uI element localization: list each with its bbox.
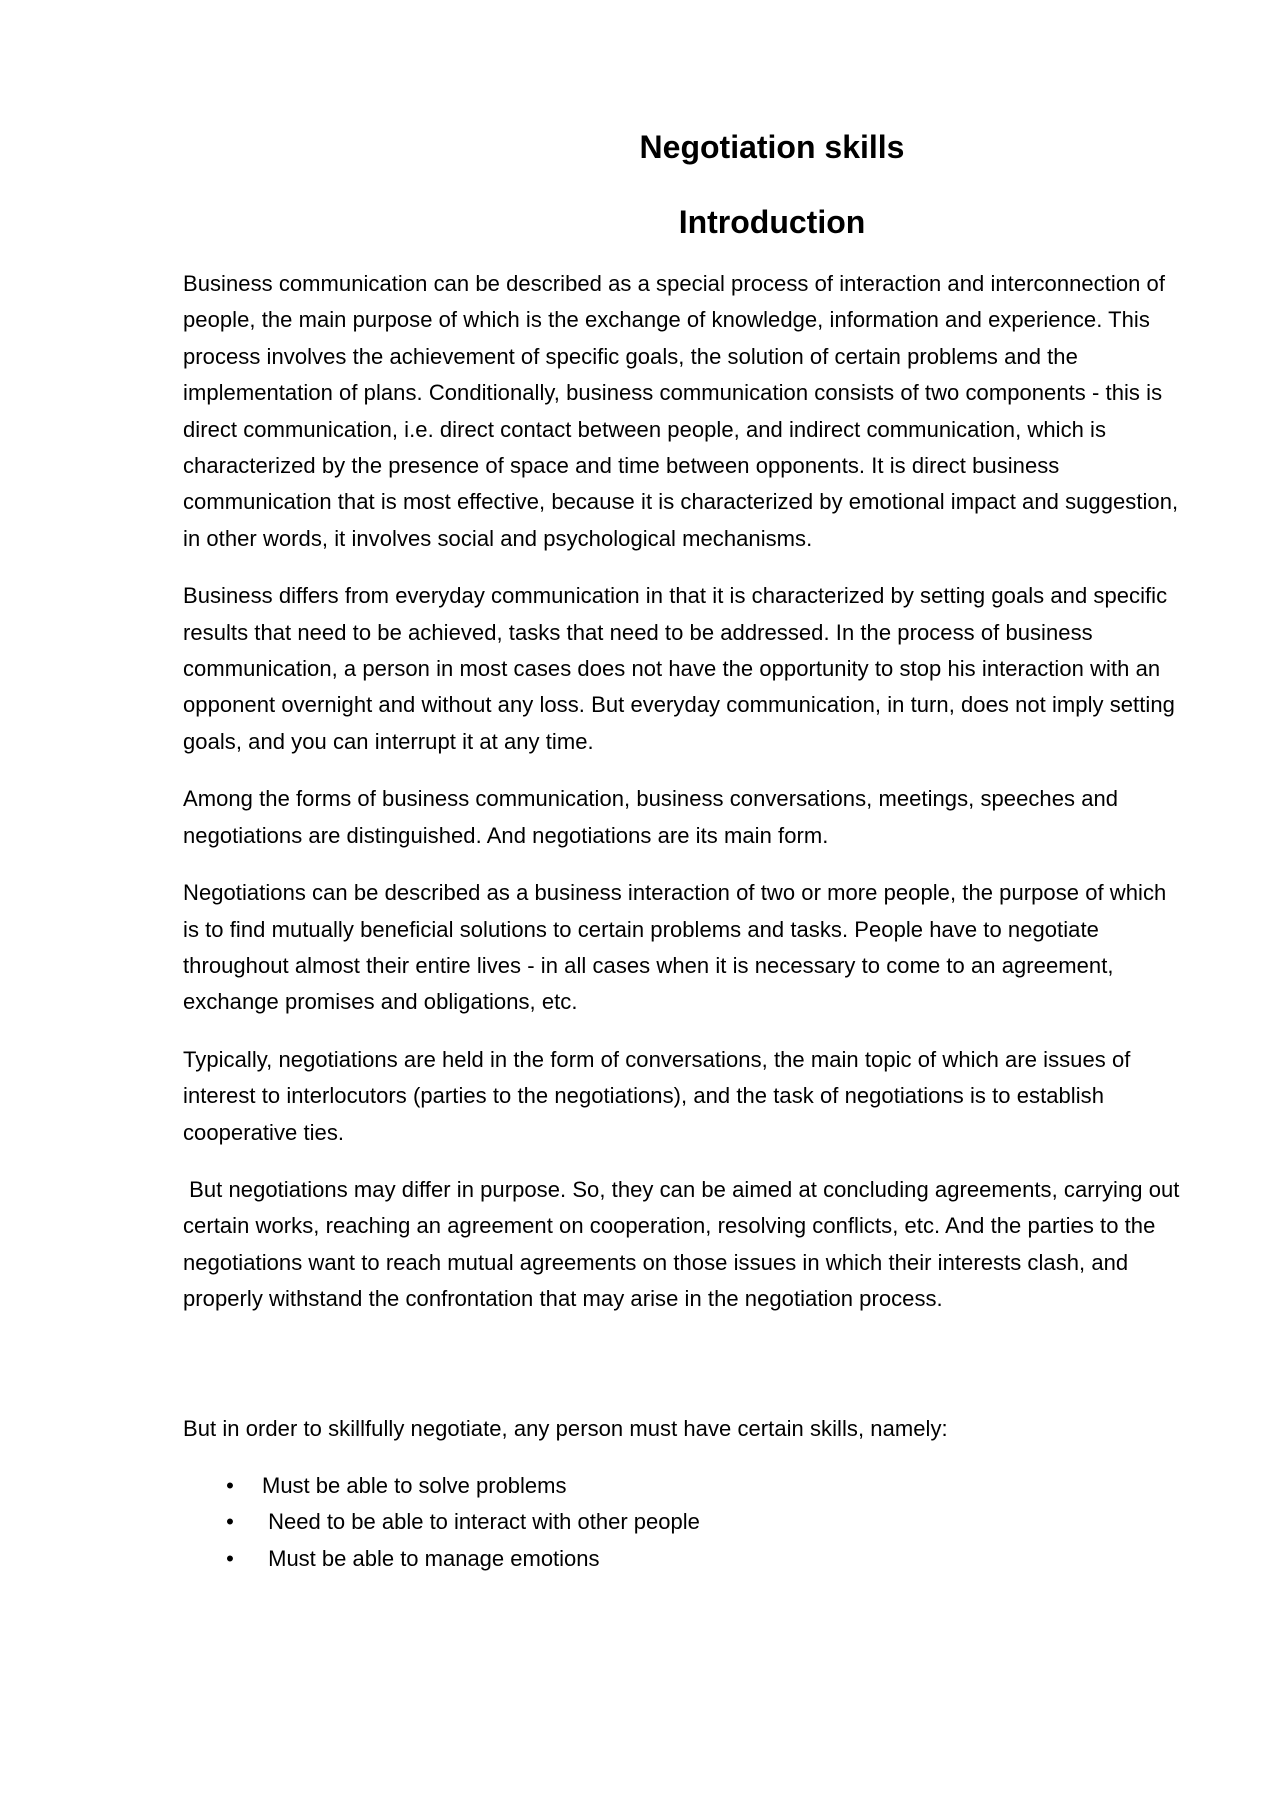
document-title: Negotiation skills [639,129,905,165]
list-item-text: Must be able to manage emotions [262,1545,600,1571]
list-item-text: Must be able to solve problems [262,1472,567,1498]
section-heading: Introduction [678,204,866,240]
paragraph-5: Typically, negotiations are held in the form of conversations, the main topic of which are issues of interest to interlocutors (parties to the negotiations), and the task of negotiations is to establish cooperative ties. [183,1046,1131,1145]
bullet-icon: • [226,1509,234,1535]
paragraph-1: Business communication can be described as a special process of interaction and interconnection of people, the main purpose of which is the exchange of knowledge, information and experience. This process involves the achievement of specific goals, the solution of certain problems and the implementation of plans. Conditionally, business communication consists of two components - this is direct communication, i.e. direct contact between people, and indirect communication, which is characterized by the presence of space and time between opponents. It is direct business communication that is most effective, because it is characterized by emotional impact and suggestion, in other words, it involves social and psychological mechanisms. [183,271,1179,551]
list-item [183,1541,1185,1577]
skills-list [183,1468,1185,1577]
bullet-icon: • [226,1472,234,1498]
paragraph-2: Business differs from everyday communication in that it is characterized by setting goals and specific results that need to be achieved, tasks that need to be addressed. In the process of business communication, a person in most cases does not have the opportunity to stop his interaction with an opponent overnight and without any loss. But everyday communication, in turn, does not imply setting goals, and you can interrupt it at any time. [183,583,1175,754]
paragraph-6: But negotiations may differ in purpose. So, they can be aimed at concluding agreements, carrying out certain works, reaching an agreement on cooperation, resolving conflicts, etc. And the parties to the negotiations want to reach mutual agreements on those issues in which their interests clash, and properly withstand the confrontation that may arise in the negotiation process. [183,1176,1186,1312]
list-item-text: Need to be able to interact with other people [262,1509,700,1535]
document-body [183,120,1185,1577]
paragraph-3: Among the forms of business communication, business conversations, meetings, speeches and negotiations are distinguished. And negotiations are its main form. [183,786,1119,848]
list-item [183,1504,1185,1540]
paragraph-4: Negotiations can be described as a business interaction of two or more people, the purpose of which is to find mutually beneficial solutions to certain problems and tasks. People have to negotiate throughout almost their entire lives - in all cases when it is necessary to come to an agreement, exchange promises and obligations, etc. [183,880,1167,1015]
paragraph-7: But in order to skillfully negotiate, any person must have certain skills, namely: [183,1415,948,1441]
list-item [183,1468,1185,1504]
bullet-icon: • [226,1545,234,1571]
